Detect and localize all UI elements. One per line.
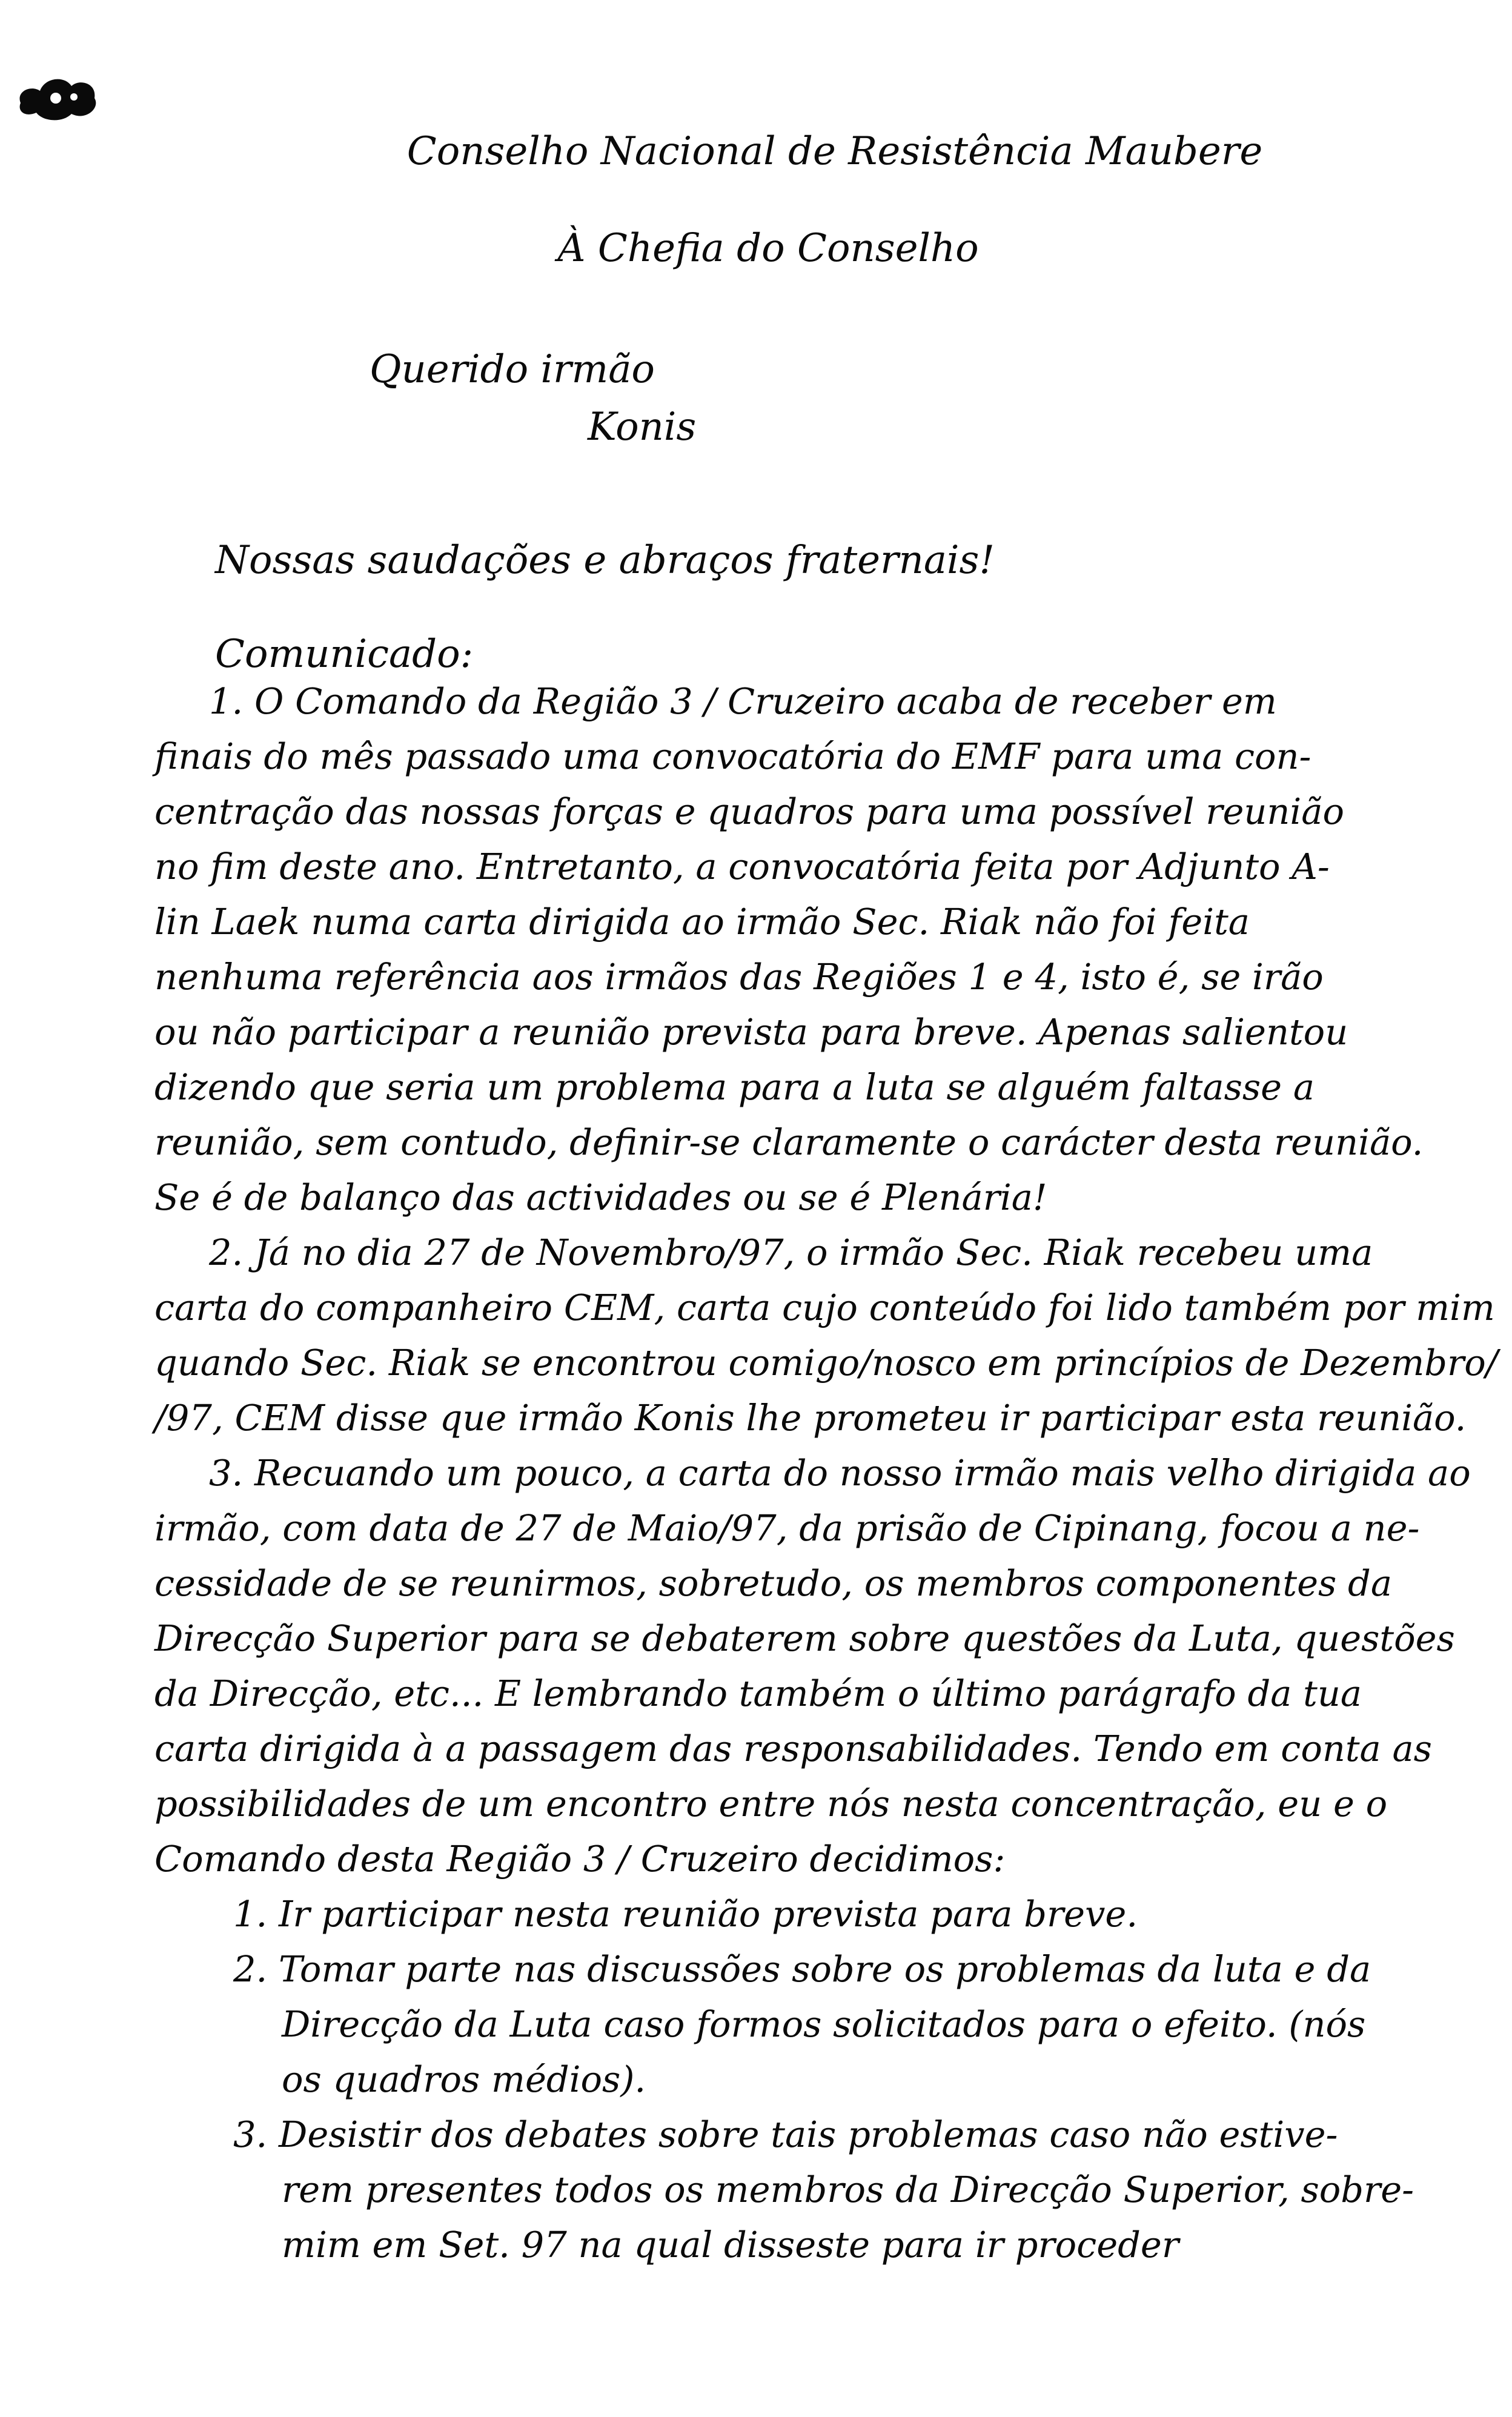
body-line: 2. Já no dia 27 de Novembro/97, o irmão Sec. Riak recebeu uma — [209, 1232, 1373, 1273]
communique-label: Comunicado: — [215, 632, 474, 677]
body-line: da Direcção, etc... E lembrando também o último parágrafo da tua — [154, 1673, 1362, 1714]
decision-item: rem presentes todos os membros da Direcção Superior, sobre- — [282, 2169, 1414, 2210]
decision-item: 1. Ir participar nesta reunião prevista para breve. — [233, 1893, 1138, 1935]
body-line: 3. Recuando um pouco, a carta do nosso irmão mais velho dirigida ao — [209, 1452, 1471, 1494]
body-line: lin Laek numa carta dirigida ao irmão Sec. Riak não foi feita — [154, 901, 1250, 943]
decision-item: Direcção da Luta caso formos solicitados para o efeito. (nós — [282, 2003, 1366, 2045]
body-line: Se é de balanço das actividades ou se é Plenária! — [154, 1176, 1047, 1218]
body-line: finais do mês passado uma convocatória do EMF para uma con- — [154, 735, 1311, 777]
body-line: cessidade de se reunirmos, sobretudo, os membros componentes da — [154, 1562, 1392, 1604]
council-title: Conselho Nacional de Resistência Maubere — [406, 129, 1263, 174]
body-line: carta dirigida à a passagem das responsabilidades. Tendo em conta as — [154, 1728, 1432, 1769]
decision-item: os quadros médios). — [282, 2058, 646, 2100]
body-line: no fim deste ano. Entretanto, a convocatória feita por Adjunto A- — [154, 846, 1330, 887]
body-line: /97, CEM disse que irmão Konis lhe prometeu ir participar esta reunião. — [154, 1397, 1467, 1439]
ink-blot-mark — [13, 61, 104, 127]
decision-item: 2. Tomar parte nas discussões sobre os problemas da luta e da — [233, 1948, 1371, 1990]
letter-body — [154, 674, 1498, 2272]
body-line: centração das nossas forças e quadros para uma possível reunião — [154, 791, 1344, 832]
body-line: quando Sec. Riak se encontrou comigo/nosco em princípios de Dezembro/ — [154, 1342, 1498, 1384]
body-line: 1. O Comando da Região 3 / Cruzeiro acaba de receber em — [209, 680, 1277, 722]
greeting-line: Nossas saudações e abraços fraternais! — [215, 538, 995, 583]
body-line: ou não participar a reunião prevista para breve. Apenas salientou — [154, 1011, 1348, 1053]
body-line: nenhuma referência aos irmãos das Regiões 1 e 4, isto é, se irão — [154, 956, 1324, 998]
body-line: possibilidades de um encontro entre nós nesta concentração, eu e o — [154, 1783, 1388, 1825]
body-line: reunião, sem contudo, definir-se claramente o carácter desta reunião. — [154, 1121, 1424, 1163]
addressee-line: À Chefia do Conselho — [557, 226, 979, 271]
body-line: carta do companheiro CEM, carta cujo conteúdo foi lido também por mim — [154, 1287, 1495, 1328]
decision-item: mim em Set. 97 na qual disseste para ir proceder — [282, 2224, 1179, 2266]
body-line: Comando desta Região 3 / Cruzeiro decidimos: — [154, 1838, 1006, 1880]
recipient-name: Konis — [588, 405, 697, 449]
body-line: Direcção Superior para se debaterem sobre questões da Luta, questões — [154, 1617, 1455, 1659]
salutation-line: Querido irmão — [370, 347, 655, 392]
body-line: dizendo que seria um problema para a luta se alguém faltasse a — [154, 1066, 1315, 1108]
decision-item: 3. Desistir dos debates sobre tais problemas caso não estive- — [233, 2114, 1338, 2155]
body-line: irmão, com data de 27 de Maio/97, da prisão de Cipinang, focou a ne- — [154, 1507, 1420, 1549]
